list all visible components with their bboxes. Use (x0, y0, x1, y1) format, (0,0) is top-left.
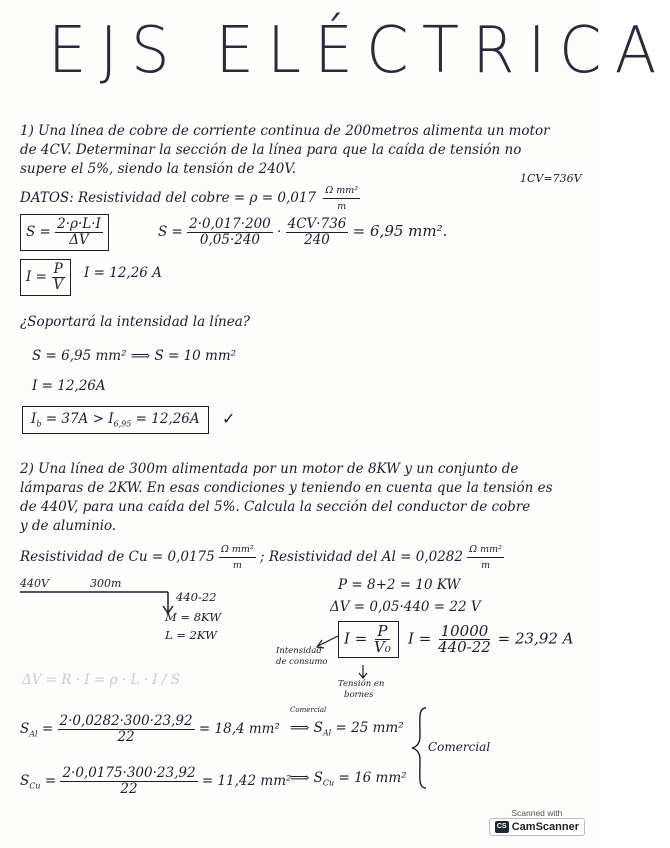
formula-s-lhs: S = (26, 224, 51, 240)
label-voltage-line2: bornes (344, 690, 374, 700)
p2-calc-i-lhs: I = (408, 629, 432, 648)
s-al-final-result: = 25 mm² (335, 720, 404, 736)
comparison-box (22, 406, 209, 434)
s-al-final-sub: Al (322, 728, 332, 738)
s-al-denominator: 22 (117, 729, 135, 745)
unit-denominator: m (337, 201, 347, 212)
comparison-sub-b: b (36, 419, 42, 429)
s-cu-final-result: = 16 mm² (338, 770, 407, 786)
intensity-result: I = 12,26 A (84, 265, 162, 281)
s-al-fraction (58, 714, 195, 745)
s-cu-sub: Cu (29, 781, 41, 791)
diagram-length: 300m (90, 577, 122, 590)
section-cu-calculation: $S_{Cu}$ = $\frac{2\cdot 0,0175\cdot 300\cdot 23,92}{22}$ = 11,42 mm² (20, 765, 292, 797)
faint-bleed-through-formula: ΔV = R · I = ρ · L · I / S (22, 672, 181, 688)
al-unit-denominator: m (481, 560, 491, 571)
s-cu-fraction (60, 766, 197, 797)
resistivity-al-unit (467, 542, 504, 573)
problem2-statement-line3: de 440V, para una caída del 5%. Calcula la sección del conductor de cobre (20, 499, 531, 515)
datos-text: DATOS: Resistividad del cobre = ρ = 0,017 (20, 190, 317, 206)
problem1-statement-line3: supere el 5%, siendo la tensión de 240V. (20, 161, 297, 177)
camscanner-brand: CamScanner (511, 821, 579, 833)
calc-s-result: = 6,95 mm². (352, 222, 448, 240)
p2-formula-i-fraction (372, 624, 393, 655)
arrow-to-voltage-label (356, 664, 370, 680)
label-intensity-line2: de consumo (276, 657, 328, 667)
problem2-statement-line4: y de aluminio. (20, 518, 117, 534)
diagram-voltage: 440V (20, 577, 49, 590)
capacity-question: ¿Soportará la intensidad la línea? (20, 314, 251, 330)
formula-i-denominator: V (53, 277, 63, 293)
commercial-brace-label: Comercial (428, 740, 491, 754)
comparison-mid: = 37A > I (45, 411, 114, 427)
calc-i-numerator: 4CV·736 (287, 216, 347, 232)
problem1-statement-line1: 1) Una línea de cobre de corriente continua de 200metros alimenta un motor (20, 123, 550, 139)
calc-s-lhs: S = (158, 224, 183, 240)
p2-calc-i-fraction (436, 624, 493, 655)
line-diagram (20, 588, 180, 618)
resistivity-cu-unit (219, 542, 256, 573)
problem2-statement-line1: 2) Una línea de 300m alimentada por un motor de 8KW y un conjunto de (20, 461, 519, 477)
cu-unit-denominator: m (232, 560, 242, 571)
formula-section-box (20, 214, 109, 251)
problem2-statement-line2: lámparas de 2KW. En esas condiciones y teniendo en cuenta que la tensión es (20, 480, 553, 496)
s-al-lhs: S (20, 721, 30, 737)
diagram-motor: M = 8KW (165, 610, 222, 624)
page-title: EJS ELÉCTRICA (48, 14, 670, 88)
s-al-result: = 18,4 mm² (198, 721, 280, 737)
check-mark-icon: ✓ (222, 409, 236, 428)
section-al-calculation: $S_{Al}$ = $\frac{2\cdot 0,0282\cdot 300\cdot 23,92}{22}$ = 18,4 mm² (20, 713, 280, 745)
problem1-datos (20, 183, 360, 214)
s-cu-denominator: 22 (120, 781, 138, 797)
resistivity-al: ; Resistividad del Al = 0,0282 (260, 549, 463, 565)
unit-numerator: Ω mm² (323, 183, 360, 199)
s-cu-commercial (290, 770, 407, 788)
resistivity-cu: Resistividad de Cu = 0,0175 (20, 549, 215, 565)
comparison-i: I (31, 411, 37, 427)
scanned-with-text: Scanned with (511, 808, 563, 818)
resistivity-unit (323, 183, 360, 214)
commercial-small-label: Comercial (290, 706, 327, 714)
calc-s-denominator: 0,05·240 (199, 232, 261, 248)
s-cu-final-arrow: ⟹ S (290, 770, 323, 786)
comparison-end: = 12,26A (135, 411, 200, 427)
s-cu-lhs: S (20, 773, 30, 789)
formula-s-numerator: 2·ρ·L·I (57, 216, 101, 232)
al-unit-numerator: Ω mm² (467, 542, 504, 558)
calc-s-fraction (187, 217, 273, 248)
cu-unit-numerator: Ω mm² (219, 542, 256, 558)
formula-i-lhs: I = (26, 269, 47, 285)
section-calculation: S = $\frac{2\cdot 0,017\cdot 200}{0,05\cdot 240}$ · $\frac{4CV\cdot 736}{240}$ = 6,95 mm². (158, 216, 448, 248)
diagram-lamps: L = 2KW (165, 628, 217, 642)
intensity-line: I = 12,26A (32, 378, 106, 394)
p2-calc-i-result: = 23,92 A (497, 629, 574, 648)
label-intensity-line1: Intensidad (276, 646, 322, 656)
s-al-commercial (290, 720, 404, 738)
camscanner-badge (489, 818, 585, 836)
curly-brace-icon (410, 706, 430, 790)
formula-s-denominator: ΔV (69, 232, 89, 248)
s-cu-numerator: 2·0,0175·300·23,92 (62, 765, 196, 781)
calc-s-numerator: 2·0,017·200 (189, 216, 271, 232)
formula-s-fraction (55, 217, 103, 248)
p2-intensity-calculation (408, 624, 574, 655)
p2-formula-i-lhs: I = (344, 629, 368, 648)
s-al-sub: Al (29, 729, 38, 739)
diagram-drop: 440-22 (176, 590, 217, 604)
s-al-final-arrow: ⟹ S (290, 720, 323, 736)
s-al-numerator: 2·0,0282·300·23,92 (59, 713, 193, 729)
p2-calc-i-numerator: 10000 (440, 622, 489, 640)
camscanner-watermark (489, 808, 585, 836)
s-cu-final-sub: Cu (322, 778, 335, 788)
p2-calc-i-denominator: 440-22 (438, 638, 491, 656)
comparison-sub-section: 6,95 (113, 419, 132, 429)
label-voltage-line1: Tensión en (338, 679, 385, 689)
power-total: P = 8+2 = 10 KW (338, 577, 461, 593)
s-cu-result: = 11,42 mm² (201, 773, 292, 789)
camscanner-logo-icon: CS (495, 821, 509, 833)
calc-i-denominator: 240 (304, 232, 330, 248)
formula-intensity-box (20, 259, 71, 296)
section-commercial-line: S = 6,95 mm² ⟹ S = 10 mm² (32, 348, 237, 364)
cv-conversion-note: 1CV=736V (520, 172, 582, 185)
intensity-formula-box (338, 621, 399, 658)
formula-i-fraction (51, 262, 65, 293)
voltage-drop: ΔV = 0,05·440 = 22 V (330, 599, 481, 615)
calc-i-fraction (286, 217, 349, 248)
p2-formula-i-denominator: V₀ (374, 638, 391, 656)
problem1-statement-line2: de 4CV. Determinar la sección de la línea para que la caída de tensión no (20, 142, 522, 158)
p2-formula-i-numerator: P (377, 622, 388, 640)
formula-i-numerator: P (53, 261, 63, 277)
resistivity-line (20, 542, 504, 573)
